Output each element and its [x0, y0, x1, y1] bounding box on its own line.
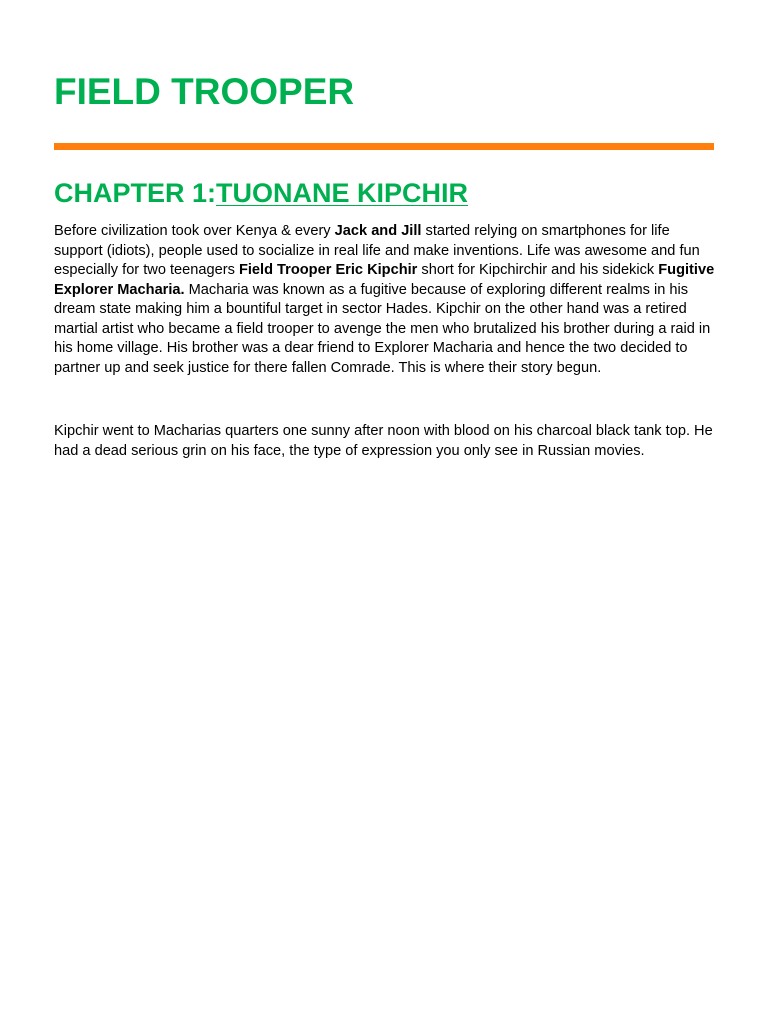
paragraph-intro	[54, 222, 716, 378]
chapter-title-link[interactable]: TUONANE KIPCHIR	[216, 178, 469, 208]
chapter-heading	[54, 176, 468, 210]
title-divider	[54, 143, 714, 150]
bold-field-trooper-name: Field Trooper Eric Kipchir	[238, 262, 418, 278]
paragraph-intro-text-3: short for Kipchirchir and his sidekick	[417, 262, 659, 278]
paragraph-intro-text-2: started relying on smartphones for life support (idiots), people used to socialize in real life and make inventions. Life was awesome and fun especially for two teenagers	[54, 223, 700, 278]
paragraph-second: Kipchir went to Macharias quarters one sunny after noon with blood on his charcoal black tank top. He had a dead serious grin on his face, the type of expression you only see in Russian movies.	[54, 423, 713, 459]
bold-fugitive-explorer-name: Fugitive Explorer Macharia.	[54, 262, 715, 298]
title-divider-bar	[54, 143, 714, 150]
document-title: FIELD TROOPER	[54, 71, 355, 112]
bold-jack-and-jill: Jack and Jill	[334, 223, 422, 239]
paragraph-intro-text-4: Macharia was known as a fugitive because of exploring different realms in his dream state making him a bountiful target in sector Hades. Kipchir on the other hand was a retired martial artist who became a field trooper to avenge the men who brutalized his brother during a raid in his home village. His brother was a dear friend to Explorer Macharia and hence the two decided to partner up and seek justice for there fallen Comrade. This is where their story begun.	[54, 281, 711, 376]
paragraph-intro-text-1: Before civilization took over Kenya & every	[54, 223, 335, 239]
chapter-number: CHAPTER 1:	[54, 178, 217, 208]
